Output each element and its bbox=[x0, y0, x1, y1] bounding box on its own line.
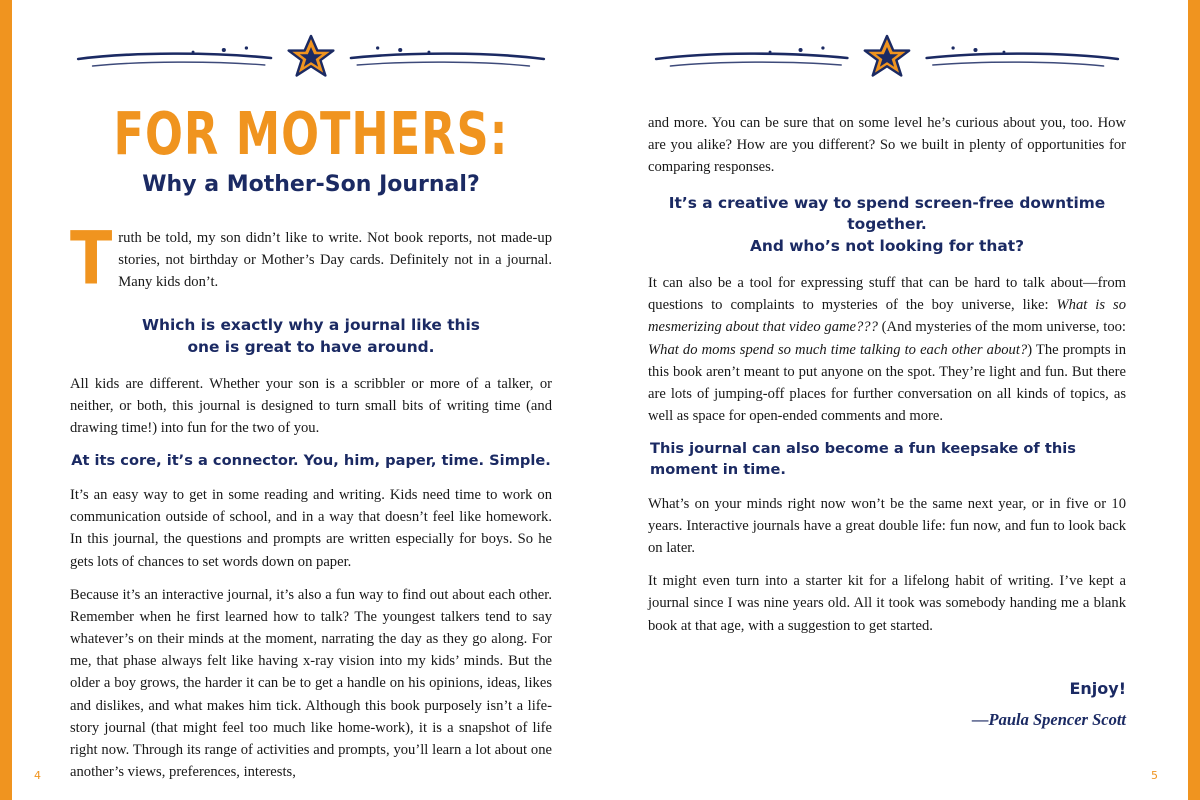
right-paragraph-2-c: ) The prompts in this book aren’t meant to put anyone on the spot. They’re light and fun. But there are lots of jumping-off places for further conversation on all kinds of topics, as well as space for open-ended comments and more. bbox=[648, 341, 1127, 425]
book-spread bbox=[12, 0, 1188, 800]
right-paragraph-4: It might even turn into a starter kit for a lifelong habit of writing. I’ve kept a journal since I was nine years old. All it took was somebody handing me a blank book at that age, with a suggestion to get started. bbox=[648, 573, 1126, 634]
right-paragraph-2-a: It can also be a tool for expressing stuff that can be hard to talk about—from questions to complaints to mysteries of the boy universe, like: bbox=[648, 275, 1126, 314]
right-page bbox=[600, 0, 1188, 800]
right-edge-bar bbox=[1188, 0, 1200, 800]
right-pullquote-one bbox=[648, 193, 1126, 259]
pullquote-two: At its core, it’s a connector. You, him, paper, time. Simple. bbox=[71, 452, 551, 470]
right-paragraph-2-em1: What is so mesmerizing about that video game??? bbox=[648, 297, 1126, 336]
right-paragraph-2 bbox=[648, 272, 1126, 427]
folio-right: 5 bbox=[1151, 769, 1158, 782]
page-subtitle: Why a Mother-Son Journal? bbox=[142, 172, 480, 197]
right-pullquote-one-line2: And who’s not looking for that? bbox=[749, 237, 1025, 256]
star-rule-ornament-left bbox=[70, 30, 552, 86]
left-page bbox=[12, 0, 600, 800]
star-icon bbox=[289, 36, 334, 76]
folio-left: 4 bbox=[34, 769, 41, 782]
pullquote-one-line1: Which is exactly why a journal like this bbox=[142, 316, 480, 334]
body-paragraph-4: Because it’s an interactive journal, it’s also a fun way to find out about each other. Remember when he first learned how to talk? The youngest talkers tend to say whatever’s on their minds at the moment, narrating the day as they go along. For me, that phase always felt like having x-ray vision into my kids’ minds. But the older a boy grows, the harder it can be to get a handle on his opinions, ideas, likes and dislikes, and what makes him tick. Although this book purposely isn’t a life-story journal (that might feel too much like home-work), it is a snapshot of life right now. Through its range of activities and prompts, you’ll learn a lot about one another’s views, preferences, interests, bbox=[70, 586, 552, 781]
opening-paragraph bbox=[70, 214, 552, 301]
right-paragraph-2-em2: What do moms spend so much time talking to each other about? bbox=[648, 341, 1028, 358]
left-edge-bar bbox=[0, 0, 12, 800]
star-rule-svg-right bbox=[648, 30, 1126, 86]
body-paragraph-3: It’s an easy way to get in some reading and writing. Kids need time to work on communication outside of school, and in a way that doesn’t feel like homework. In this journal, the questions and prompts are written especially for boys. So he gets lots of chances to set words down on paper. bbox=[70, 486, 552, 570]
right-paragraph-3: What’s on your minds right now won’t be the same next year, or in five or 10 years. Interactive journals have a great double life: fun now, and fun to look back on later. bbox=[648, 495, 1126, 557]
opening-paragraph-text: ruth be told, my son didn’t like to write. Not book reports, not made-up stories, not birthday or Mother’s Day cards. Definitely not in a journal. Many kids don’t. bbox=[118, 230, 552, 291]
signoff-author: —Paula Spencer Scott bbox=[971, 709, 1126, 729]
star-rule-svg bbox=[70, 30, 552, 86]
star-rule-ornament-right bbox=[648, 30, 1126, 86]
drop-cap: T bbox=[70, 214, 113, 301]
page-title: FOR MOTHERS: bbox=[113, 98, 509, 168]
pullquote-one-line2: one is great to have around. bbox=[187, 337, 435, 356]
right-paragraph-2-b: (And mysteries of the mom universe, too: bbox=[877, 319, 1126, 336]
right-pullquote-one-line1: It’s a creative way to spend screen-free downtime together. bbox=[668, 193, 1106, 234]
pullquote-one bbox=[70, 315, 552, 359]
body-paragraph-2: All kids are different. Whether your son is a scribbler or more of a talker, or neither, or both, this journal is designed to turn small bits of writing time (and drawing time!) into fun for the two of you. bbox=[70, 375, 552, 437]
star-icon bbox=[865, 36, 909, 76]
right-paragraph-1: and more. You can be sure that on some level he’s curious about you, too. How are you alike? How are you different? So we built in plenty of opportunities for comparing responses. bbox=[648, 115, 1126, 176]
right-pullquote-two: This journal can also become a fun keepsake of this moment in time. bbox=[650, 440, 1076, 479]
signoff-enjoy: Enjoy! bbox=[1069, 678, 1126, 698]
